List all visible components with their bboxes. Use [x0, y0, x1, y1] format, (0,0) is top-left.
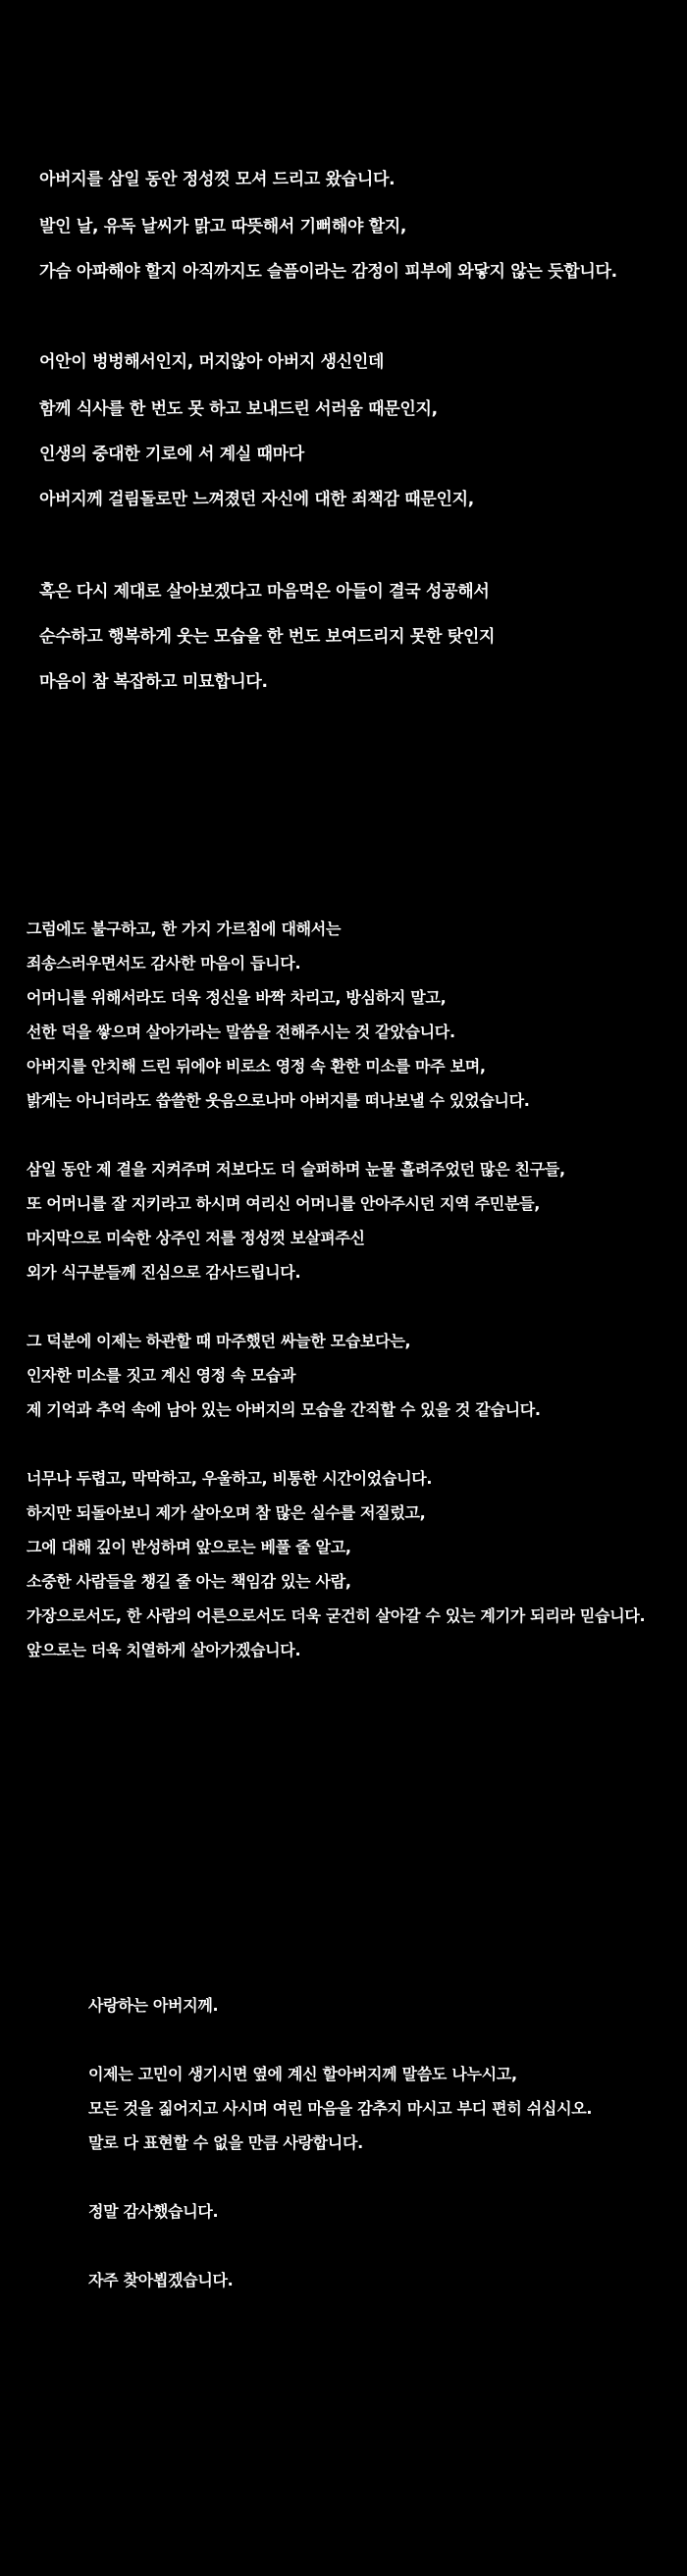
paragraph-line: 모든 것을 짊어지고 사시며 여린 마음을 감추지 마시고 부디 편히 쉬십시오.	[88, 2099, 593, 2118]
paragraph-line: 또 어머니를 잘 지키라고 하시며 여리신 어머니를 안아주시던 지역 주민분들,	[26, 1194, 541, 1213]
paragraph-line: 자주 찾아뵙겠습니다.	[88, 2271, 234, 2289]
paragraph-line: 외가 식구분들께 진심으로 감사드립니다.	[26, 1263, 301, 1282]
paragraph-line: 발인 날, 유독 날씨가 맑고 따뜻해서 기뻐해야 할지,	[39, 217, 407, 237]
paragraph-line: 소중한 사람들을 챙길 줄 아는 책임감 있는 사람,	[26, 1572, 351, 1591]
paragraph-line: 이제는 고민이 생기시면 옆에 계신 할아버지께 말씀도 나누시고,	[88, 2065, 517, 2083]
paragraph-line: 인생의 중대한 기로에 서 계실 때마다	[39, 445, 304, 464]
paragraph-line: 너무나 두렵고, 막막하고, 우울하고, 비통한 시간이었습니다.	[26, 1469, 433, 1488]
paragraph-line: 어안이 벙벙해서인지, 머지않아 아버지 생신인데	[39, 352, 385, 372]
paragraph-line: 말로 다 표현할 수 없을 만큼 사랑합니다.	[88, 2133, 363, 2152]
paragraph-line: 아버지께 걸림돌로만 느껴졌던 자신에 대한 죄책감 때문인지,	[39, 490, 474, 509]
paragraph-line: 밝게는 아니더라도 씁쓸한 웃음으로나마 아버지를 떠나보낼 수 있었습니다.	[26, 1091, 530, 1110]
paragraph-line: 죄송스러우면서도 감사한 마음이 듭니다.	[26, 954, 301, 973]
paragraph-line: 순수하고 행복하게 웃는 모습을 한 번도 보여드리지 못한 탓인지	[39, 627, 496, 647]
paragraph-line: 인자한 미소를 짓고 계신 영정 속 모습과	[26, 1366, 296, 1385]
paragraph-line: 마음이 참 복잡하고 미묘합니다.	[39, 672, 268, 692]
paragraph-line: 하지만 되돌아보니 제가 살아오며 참 많은 실수를 저질렀고,	[26, 1503, 426, 1522]
paragraph-line: 사랑하는 아버지께.	[88, 1996, 219, 2015]
paragraph-line: 선한 덕을 쌓으며 살아가라는 말씀을 전해주시는 것 같았습니다.	[26, 1023, 455, 1041]
paragraph-line: 삼일 동안 제 곁을 지켜주며 저보다도 더 슬퍼하며 눈물 흘려주었던 많은 친구들,	[26, 1160, 565, 1179]
paragraph-line: 정말 감사했습니다.	[88, 2202, 219, 2221]
paragraph-line: 함께 식사를 한 번도 못 하고 보내드린 서러움 때문인지,	[39, 399, 438, 419]
paragraph-line: 그럼에도 불구하고, 한 가지 가르침에 대해서는	[26, 920, 342, 938]
paragraph-line: 그 덕분에 이제는 하관할 때 마주했던 싸늘한 모습보다는,	[26, 1332, 411, 1350]
paragraph-line: 가슴 아파해야 할지 아직까지도 슬픔이라는 감정이 피부에 와닿지 않는 듯합니다.	[39, 262, 617, 282]
paragraph-line: 아버지를 안치해 드린 뒤에야 비로소 영정 속 환한 미소를 마주 보며,	[26, 1057, 486, 1076]
paragraph-line: 앞으로는 더욱 치열하게 살아가겠습니다.	[26, 1641, 301, 1659]
paragraph-line: 제 기억과 추억 속에 남아 있는 아버지의 모습을 간직할 수 있을 것 같습니다.	[26, 1400, 541, 1419]
paragraph-line: 가장으로서도, 한 사람의 어른으로서도 더욱 굳건히 살아갈 수 있는 계기가 되리라 믿습니다.	[26, 1606, 646, 1625]
paragraph-line: 그에 대해 깊이 반성하며 앞으로는 베풀 줄 알고,	[26, 1538, 351, 1556]
paragraph-line: 아버지를 삼일 동안 정성껏 모셔 드리고 왔습니다.	[39, 170, 396, 189]
paragraph-line: 어머니를 위해서라도 더욱 정신을 바짝 차리고, 방심하지 말고,	[26, 988, 447, 1007]
paragraph-line: 혹은 다시 제대로 살아보겠다고 마음먹은 아들이 결국 성공해서	[39, 582, 490, 602]
paragraph-line: 마지막으로 미숙한 상주인 저를 정성껏 보살펴주신	[26, 1229, 365, 1247]
